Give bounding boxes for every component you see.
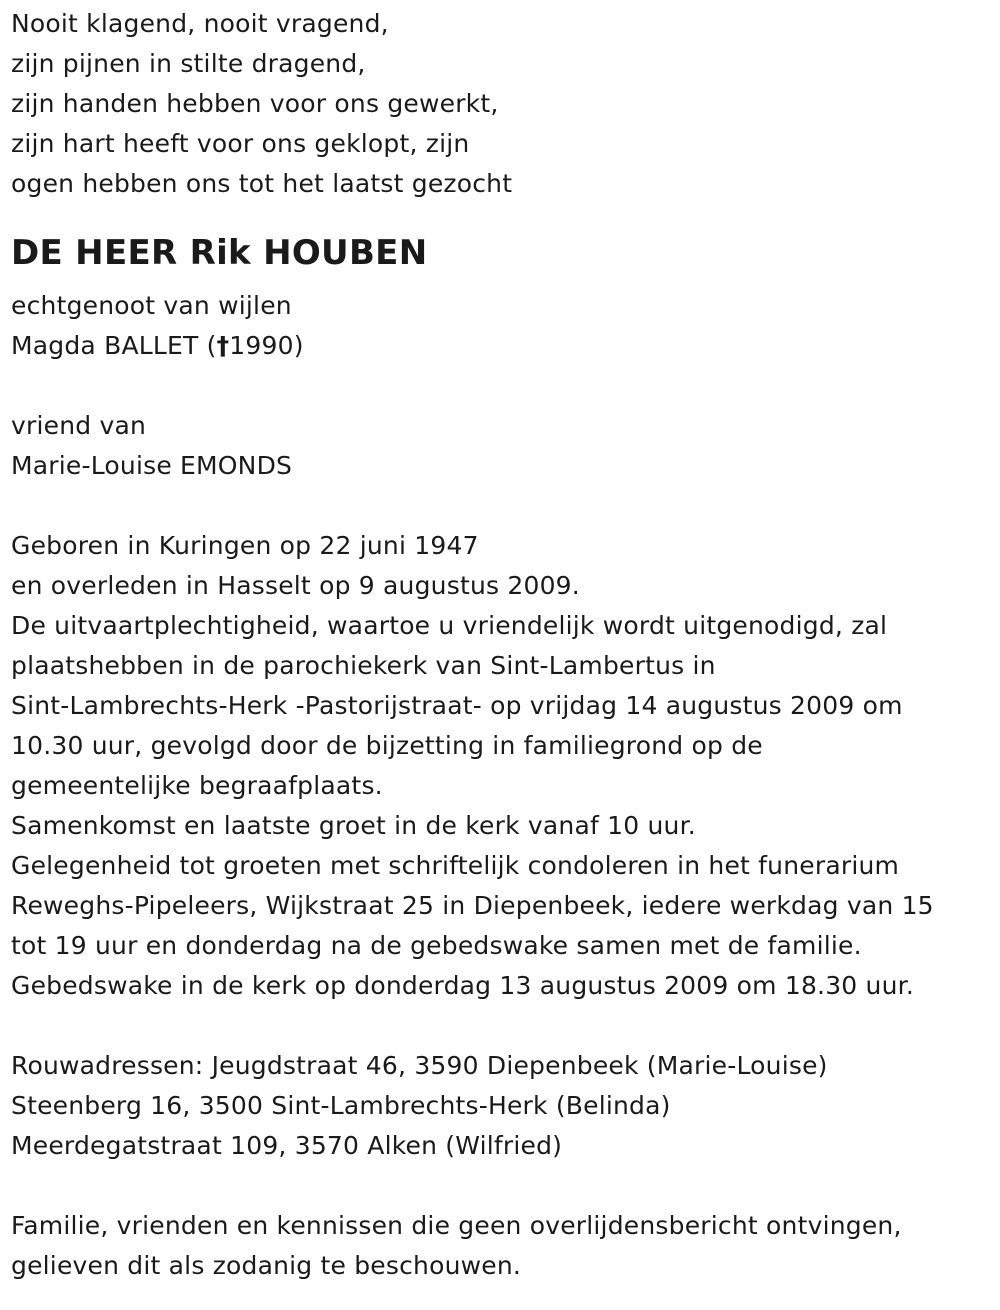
poem-line: ogen hebben ons tot het laatst gezocht — [11, 169, 513, 198]
details — [11, 526, 991, 1006]
address-line: Steenberg 16, 3500 Sint-Lambrechts-Herk (Belinda) — [11, 1091, 671, 1120]
poem-line: zijn pijnen in stilte dragend, — [11, 49, 366, 78]
details-line: Geboren in Kuringen op 22 juni 1947 — [11, 531, 479, 560]
poem — [11, 0, 991, 204]
details-line: Gelegenheid tot groeten met schriftelijk condoleren in het funerarium — [11, 851, 900, 880]
closing-line: Familie, vrienden en kennissen die geen overlijdensbericht ontvingen, — [11, 1211, 902, 1240]
closing — [11, 1206, 991, 1286]
spouse-relation: echtgenoot van wijlen — [11, 291, 292, 320]
spouse-name — [11, 326, 991, 366]
details-line: Sint-Lambrechts-Herk -Pastorijstraat- op vrijdag 14 augustus 2009 om — [11, 691, 903, 720]
friend-relation: vriend van — [11, 411, 147, 440]
spacer — [11, 1006, 991, 1046]
spouse-name-suffix: 1990) — [229, 331, 304, 360]
cross-icon: † — [216, 331, 230, 360]
details-line: en overleden in Hasselt op 9 augustus 2009. — [11, 571, 580, 600]
obituary-notice — [11, 0, 991, 1286]
poem-line: zijn hart heeft voor ons geklopt, zijn — [11, 129, 470, 158]
details-line: Reweghs-Pipeleers, Wijkstraat 25 in Diepenbeek, iedere werkdag van 15 — [11, 891, 934, 920]
address-line: Meerdegatstraat 109, 3570 Alken (Wilfried) — [11, 1131, 563, 1160]
spacer — [11, 366, 991, 406]
details-line: 10.30 uur, gevolgd door de bijzetting in familiegrond op de — [11, 731, 763, 760]
closing-line: gelieven dit als zodanig te beschouwen. — [11, 1251, 522, 1280]
spacer — [11, 1166, 991, 1206]
poem-line: zijn handen hebben voor ons gewerkt, — [11, 89, 499, 118]
addresses — [11, 1046, 991, 1166]
address-line: Rouwadressen: Jeugdstraat 46, 3590 Diepenbeek (Marie-Louise) — [11, 1051, 828, 1080]
details-line: Samenkomst en laatste groet in de kerk vanaf 10 uur. — [11, 811, 696, 840]
spouse-name-prefix: Magda BALLET ( — [11, 331, 217, 360]
details-line: Gebedswake in de kerk op donderdag 13 augustus 2009 om 18.30 uur. — [11, 971, 914, 1000]
details-line: gemeentelijke begraafplaats. — [11, 771, 383, 800]
details-line: tot 19 uur en donderdag na de gebedswake samen met de familie. — [11, 931, 862, 960]
deceased-name: DE HEER Rik HOUBEN — [11, 233, 428, 273]
details-line: De uitvaartplechtigheid, waartoe u vriendelijk wordt uitgenodigd, zal — [11, 611, 888, 640]
details-line: plaatshebben in de parochiekerk van Sint-Lambertus in — [11, 651, 716, 680]
friend-name: Marie-Louise EMONDS — [11, 451, 293, 480]
poem-line: Nooit klagend, nooit vragend, — [11, 9, 389, 38]
spacer — [11, 486, 991, 526]
